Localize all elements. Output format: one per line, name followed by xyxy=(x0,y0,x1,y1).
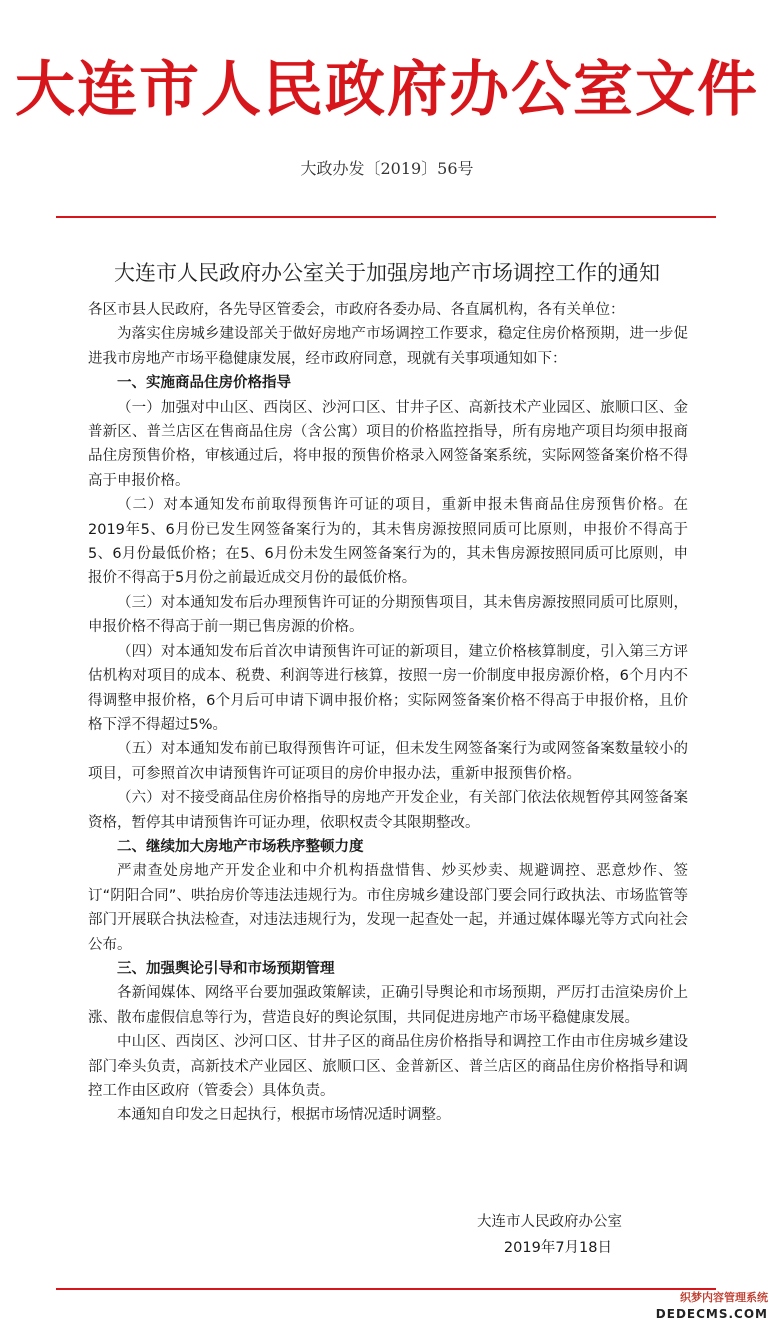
watermark-line-2: DEDECMS.COM xyxy=(655,1307,768,1321)
body-paragraph: 为落实住房城乡建设部关于做好房地产市场调控工作要求，稳定住房价格预期，进一步促进我市房地产市场平稳健康发展，经市政府同意，现就有关事项通知如下： xyxy=(88,326,688,367)
header-divider xyxy=(56,216,716,218)
footer-divider xyxy=(56,1288,716,1290)
body-paragraph: （一）加强对中山区、西岗区、沙河口区、甘井子区、高新技术产业园区、旅顺口区、金普新区、普兰店区在售商品住房（含公寓）项目的价格监控指导，所有房地产项目均须申报商品住房预售价格，审核通过后，将申报的预售价格录入网签备案系统，实际网签备案价格不得高于申报价格。 xyxy=(88,399,688,489)
watermark xyxy=(650,1290,768,1324)
body-paragraph: 各区市县人民政府，各先导区管委会，市政府各委办局、各直属机构，各有关单位： xyxy=(88,302,625,318)
watermark-line-1: 织梦内容管理系统 xyxy=(680,1291,768,1304)
document-masthead: 大连市人民政府办公室文件 xyxy=(15,55,759,125)
body-paragraph: 中山区、西岗区、沙河口区、甘井子区的商品住房价格指导和调控工作由市住房城乡建设部门牵头负责，高新技术产业园区、旅顺口区、金普新区、普兰店区的商品住房价格指导和调控工作由区政府（管委会）具体负责。 xyxy=(88,1034,688,1099)
body-paragraph: （四）对本通知发布后首次申请预售许可证的新项目，建立价格核算制度，引入第三方评估机构对项目的成本、税费、利润等进行核算，按照一房一价制度申报房源价格，6个月内不得调整申报价格，6个月后可申请下调申报价格；实际网签备案价格不得高于申报价格，且价格下浮不得超过5%。 xyxy=(88,643,688,733)
body-paragraph: 严肃查处房地产开发企业和中介机构捂盘惜售、炒买炒卖、规避调控、恶意炒作、签订“阴阳合同”、哄抬房价等违法违规行为。市住房城乡建设部门要会同行政执法、市场监管等部门开展联合执法检查，对违法违规行为，发现一起查处一起，并通过媒体曝光等方式向社会公布。 xyxy=(88,863,688,953)
document-body xyxy=(88,298,688,1128)
body-paragraph: （二）对本通知发布前取得预售许可证的项目，重新申报未售商品住房预售价格。在2019年5、6月份已发生网签备案行为的，其未售房源按照同质可比原则，申报价不得高于5、6月份最低价格；在5、6月份未发生网签备案行为的，其未售房源按照同质可比原则，申报价不得高于5月份之前最近成交月份的最低价格。 xyxy=(88,497,688,587)
section-heading: 三、加强舆论引导和市场预期管理 xyxy=(117,960,335,977)
body-paragraph: 本通知自印发之日起执行，根据市场情况适时调整。 xyxy=(117,1107,451,1124)
section-heading: 二、继续加大房地产市场秩序整顿力度 xyxy=(117,838,364,855)
issuer-signature: 大连市人民政府办公室 xyxy=(477,1214,622,1230)
body-paragraph: 各新闻媒体、网络平台要加强政策解读，正确引导舆论和市场预期，严厉打击渲染房价上涨、散布虚假信息等行为，营造良好的舆论氛围，共同促进房地产市场平稳健康发展。 xyxy=(88,985,688,1026)
issue-date: 2019年7月18日 xyxy=(503,1240,612,1256)
section-heading: 一、实施商品住房价格指导 xyxy=(117,375,291,392)
document-number: 大政办发〔2019〕56号 xyxy=(300,159,474,178)
body-paragraph: （三）对本通知发布后办理预售许可证的分期预售项目，其未售房源按照同质可比原则，申报价格不得高于前一期已售房源的价格。 xyxy=(88,594,688,636)
body-paragraph: （六）对不接受商品住房价格指导的房地产开发企业，有关部门依法依规暂停其网签备案资格，暂停其申请预售许可证办理，依职权责令其限期整改。 xyxy=(88,790,688,831)
body-paragraph: （五）对本通知发布前已取得预售许可证，但未发生网签备案行为或网签备案数量较小的项目，可参照首次申请预售许可证项目的房价申报办法，重新申报预售价格。 xyxy=(88,741,688,782)
document-title: 大连市人民政府办公室关于加强房地产市场调控工作的通知 xyxy=(114,261,660,285)
